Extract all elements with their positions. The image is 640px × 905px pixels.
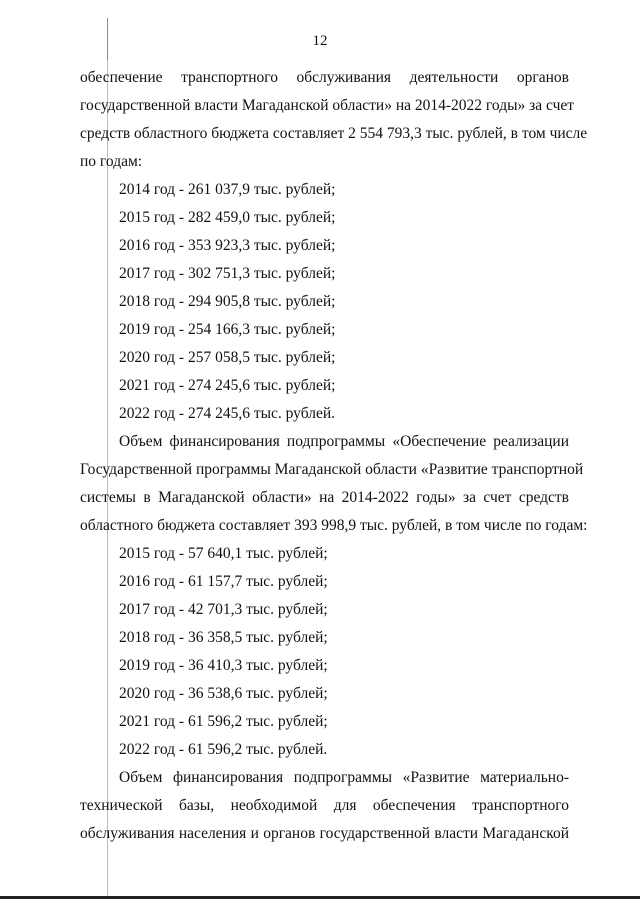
list-item: 2020 год - 257 058,5 тыс. рублей; — [119, 349, 336, 366]
list-item: 2021 год - 61 596,2 тыс. рублей; — [119, 713, 328, 730]
list-item: 2022 год - 61 596,2 тыс. рублей. — [119, 741, 328, 758]
paragraph-line: государственной власти Магаданской области» на 2014-2022 годы» за счет — [80, 97, 575, 114]
list-item: 2018 год - 36 358,5 тыс. рублей; — [119, 629, 328, 646]
paragraph-line: Объем финансирования подпрограммы «Развитие материально- — [119, 769, 569, 786]
list-item: 2014 год - 261 037,9 тыс. рублей; — [119, 181, 336, 198]
list-item: 2019 год - 36 410,3 тыс. рублей; — [119, 657, 328, 674]
scan-margin-line — [107, 18, 108, 898]
list-item: 2018 год - 294 905,8 тыс. рублей; — [119, 293, 336, 310]
list-item: 2019 год - 254 166,3 тыс. рублей; — [119, 321, 336, 338]
list-item: 2016 год - 61 157,7 тыс. рублей; — [119, 573, 328, 590]
paragraph-line: обслуживания населения и органов государственной власти Магаданской — [80, 825, 569, 842]
paragraph-line: системы в Магаданской области» на 2014-2022 годы» за счет средств — [80, 489, 569, 506]
list-item: 2017 год - 302 751,3 тыс. рублей; — [119, 265, 336, 282]
paragraph-line: технической базы, необходимой для обеспечения транспортного — [80, 797, 569, 814]
paragraph-line: областного бюджета составляет 393 998,9 тыс. рублей, в том числе по годам: — [80, 517, 588, 534]
paragraph-line: Объем финансирования подпрограммы «Обеспечение реализации — [119, 433, 569, 450]
list-item: 2015 год - 57 640,1 тыс. рублей; — [119, 545, 328, 562]
paragraph-line: средств областного бюджета составляет 2 554 793,3 тыс. рублей, в том числе — [80, 125, 588, 142]
scan-bottom-edge — [0, 896, 640, 899]
list-item: 2021 год - 274 245,6 тыс. рублей; — [119, 377, 336, 394]
list-item: 2017 год - 42 701,3 тыс. рублей; — [119, 601, 328, 618]
list-item: 2020 год - 36 538,6 тыс. рублей; — [119, 685, 328, 702]
list-item: 2015 год - 282 459,0 тыс. рублей; — [119, 209, 336, 226]
list-item: 2016 год - 353 923,3 тыс. рублей; — [119, 237, 336, 254]
paragraph-line: Государственной программы Магаданской области «Развитие транспортной — [80, 461, 584, 478]
list-item: 2022 год - 274 245,6 тыс. рублей. — [119, 405, 336, 422]
paragraph-line: обеспечение транспортного обслуживания деятельности органов — [80, 69, 569, 86]
page-number: 12 — [312, 33, 328, 49]
paragraph-line: по годам: — [80, 153, 143, 170]
